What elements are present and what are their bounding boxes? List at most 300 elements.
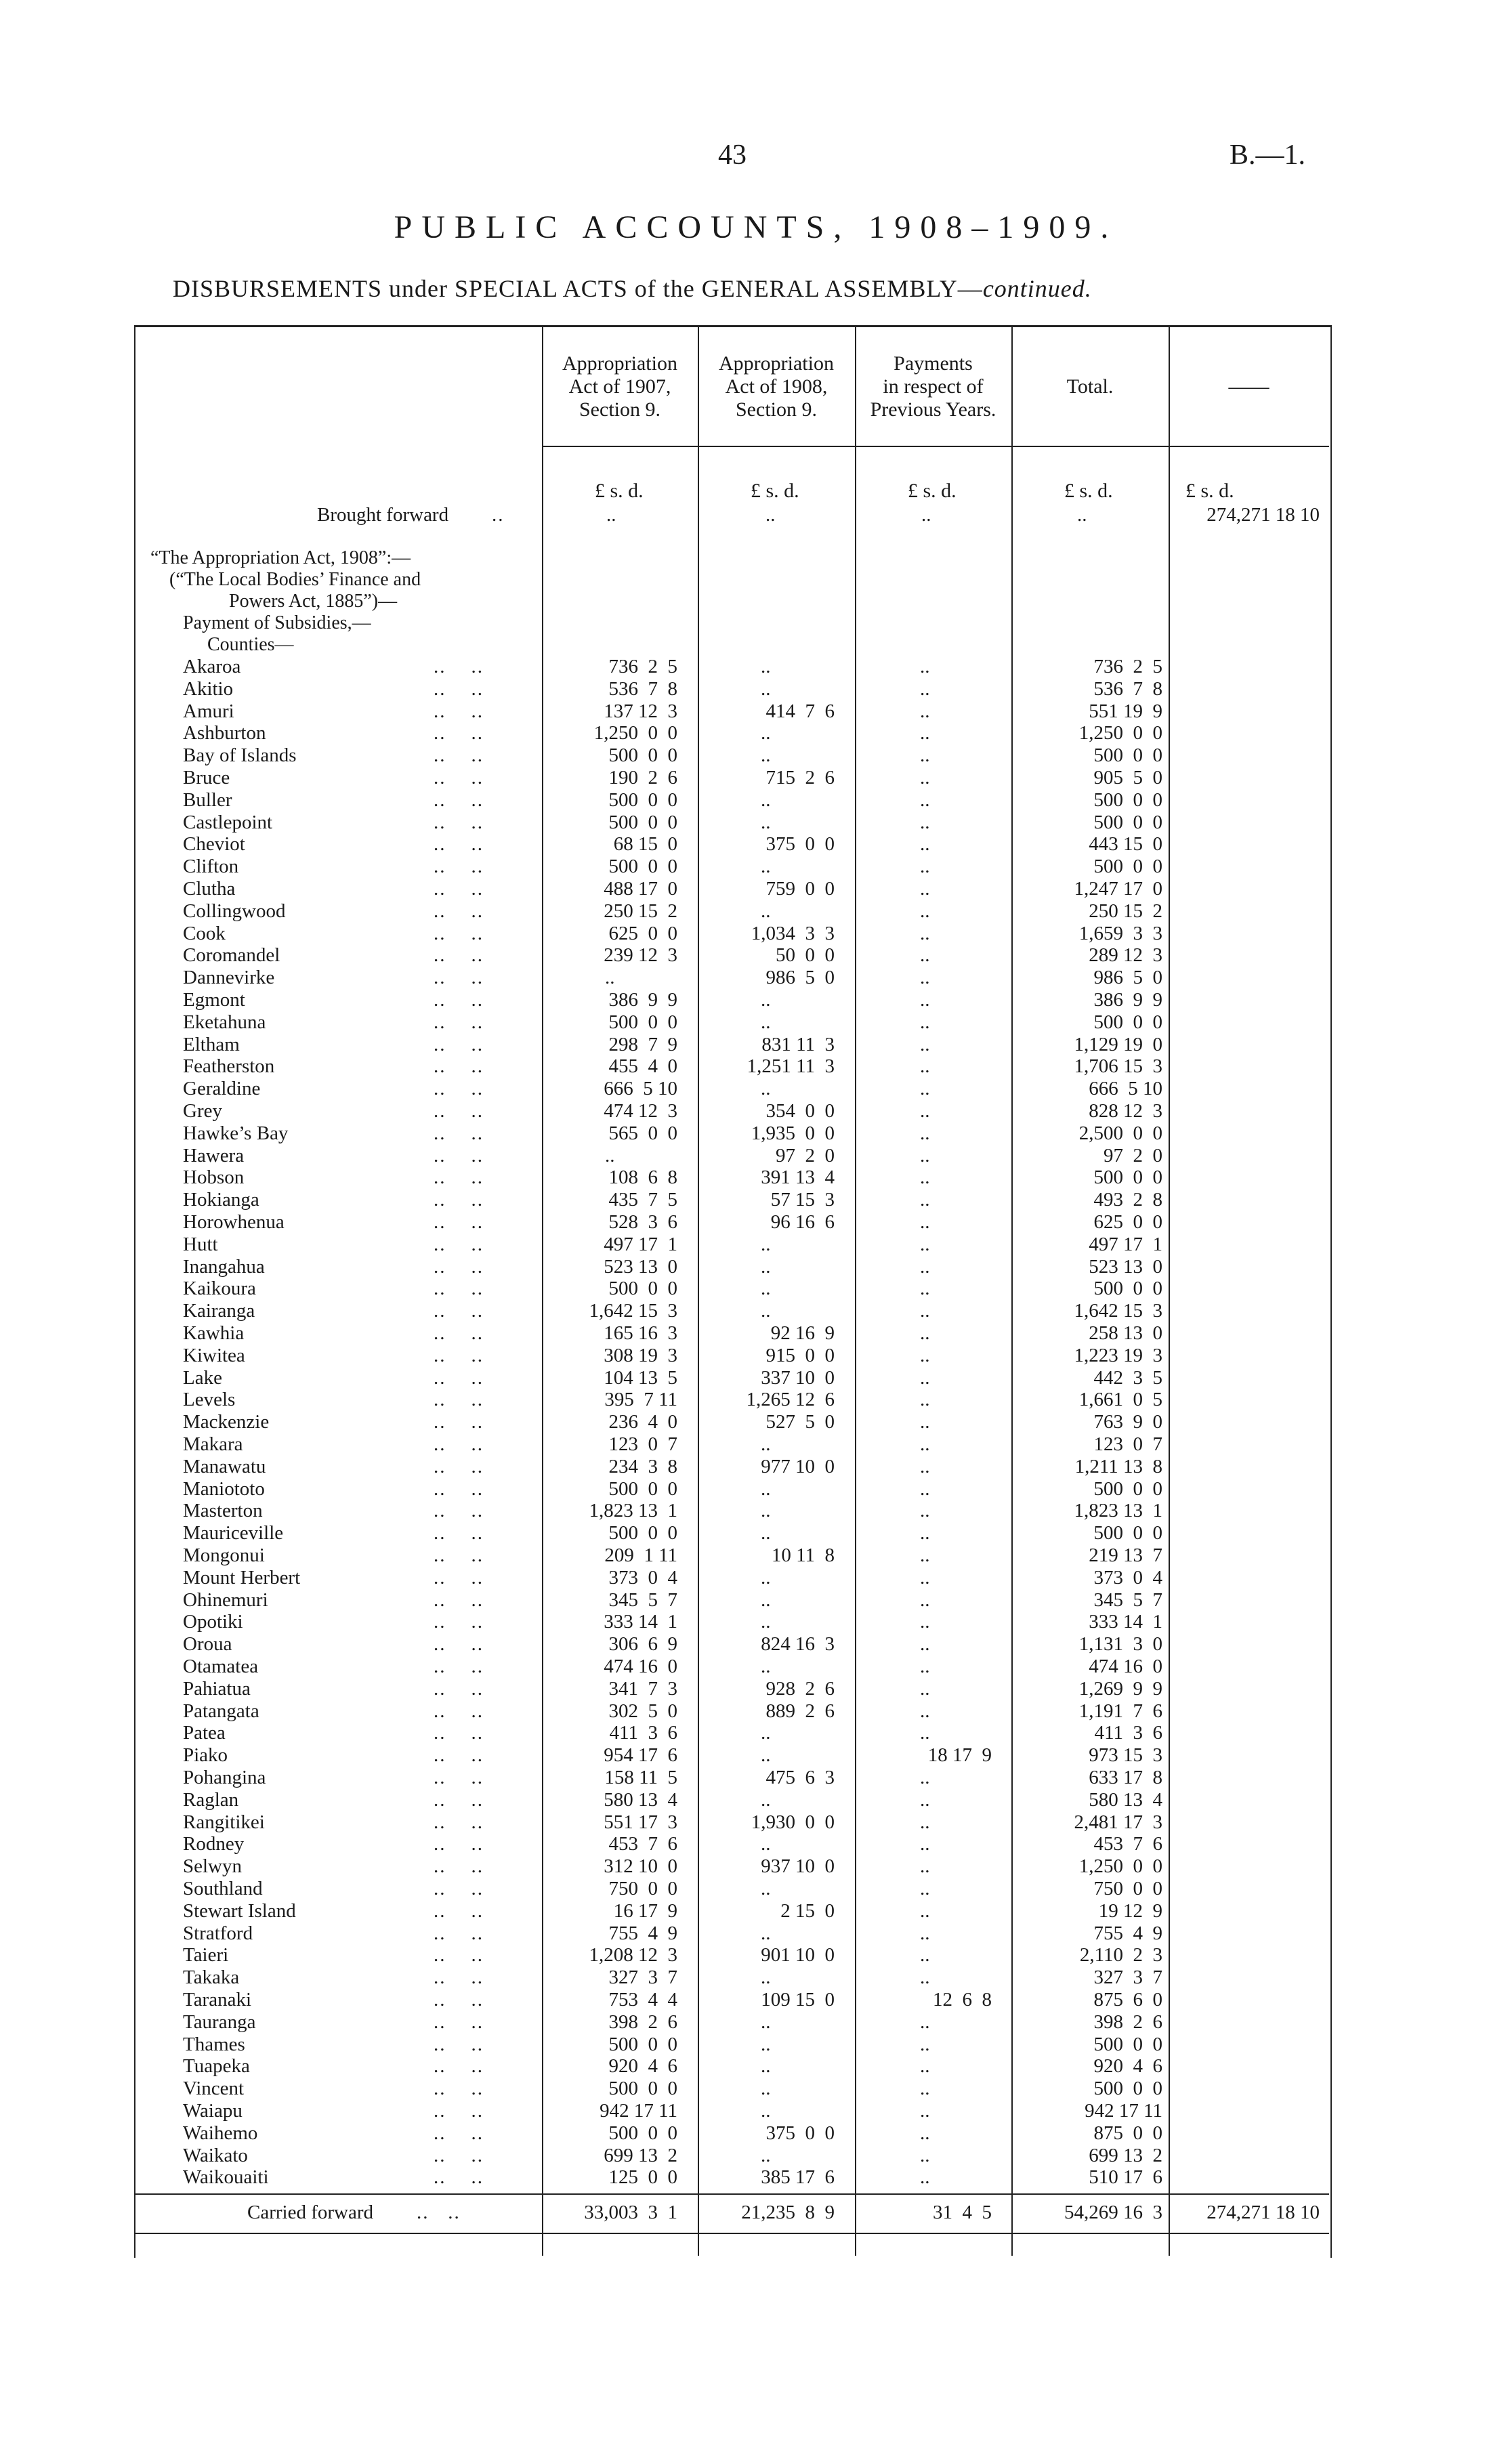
row-amount-c2: .. (761, 2078, 771, 2100)
row-amount-c1: 165 16 3 (604, 1322, 677, 1344)
row-total: 345 5 7 (1093, 1589, 1162, 1611)
table-row (0, 1544, 1512, 1567)
county-name: Stratford (183, 1922, 253, 1944)
row-amount-c3: .. (920, 2122, 930, 2144)
row-amount-c1: 497 17 1 (604, 1233, 677, 1255)
county-name: Oroua (183, 1633, 232, 1656)
table-row (0, 1189, 1512, 1211)
leader-dots: .. .. (434, 2166, 484, 2189)
row-total: 1,269 9 9 (1078, 1677, 1162, 1700)
row-total: 500 0 0 (1093, 2078, 1162, 2100)
table-row (0, 1034, 1512, 1056)
county-name: Buller (183, 788, 232, 811)
county-name: Cook (183, 922, 226, 944)
leader-dots: .. .. (434, 856, 484, 878)
row-amount-c2: .. (761, 2100, 771, 2122)
county-name: Castlepoint (183, 811, 273, 833)
leader-dots: .. .. (434, 1566, 484, 1589)
leader-dots: .. .. (434, 1611, 484, 1633)
column-header-total: Total. (1066, 375, 1114, 398)
leader-dots: .. .. (434, 1833, 484, 1855)
row-amount-c1: 125 0 0 (608, 2166, 677, 2189)
row-amount-c1: 942 17 11 (600, 2100, 677, 2122)
leader-dots: .. .. (434, 1722, 484, 1744)
county-name: Hawera (183, 1144, 245, 1166)
row-total: 500 0 0 (1093, 788, 1162, 811)
row-amount-c3: .. (920, 1455, 930, 1477)
row-amount-c2: .. (761, 1966, 771, 1989)
table-row (0, 1767, 1512, 1789)
row-amount-c3: .. (920, 989, 930, 1011)
county-name: Patea (183, 1722, 226, 1744)
row-total: 1,223 19 3 (1074, 1344, 1162, 1366)
row-total: 580 13 4 (1089, 1788, 1162, 1811)
row-total: 1,250 0 0 (1078, 722, 1162, 744)
leader-dots: .. .. (434, 1878, 484, 1899)
table-row (0, 967, 1512, 989)
county-name: Levels (183, 1389, 236, 1411)
row-amount-c3: .. (920, 1677, 930, 1700)
county-name: Akitio (183, 677, 234, 700)
leader-dots: .. .. (434, 1144, 484, 1166)
header-line: in respect of (883, 375, 984, 398)
row-amount-c2: 2 15 0 (780, 1899, 835, 1922)
table-row (0, 2011, 1512, 2034)
row-amount-c1: 395 7 11 (604, 1389, 677, 1411)
leader-dots: .. .. (434, 1989, 484, 2011)
row-amount-c1: 954 17 6 (604, 1744, 677, 1767)
county-name: Otamatea (183, 1656, 259, 1677)
county-name: Collingwood (183, 900, 286, 922)
table-row (0, 2034, 1512, 2056)
county-name: Rodney (183, 1833, 245, 1855)
table-row (0, 722, 1512, 744)
table-row (0, 1367, 1512, 1389)
county-name: Ohinemuri (183, 1589, 268, 1611)
row-amount-c3: .. (920, 944, 930, 967)
heading-text: (“The Local Bodies’ Finance and (169, 569, 421, 590)
county-name: Rangitikei (183, 1811, 265, 1833)
row-amount-c2: 354 0 0 (765, 1100, 835, 1122)
heading-text: “The Appropriation Act, 1908”:— (150, 547, 411, 568)
row-amount-c2: .. (761, 744, 771, 767)
leader-dots: .. .. (434, 2078, 484, 2100)
county-name: Tauranga (183, 2011, 256, 2033)
row-total: 333 14 1 (1089, 1611, 1162, 1633)
row-total: 500 0 0 (1093, 2033, 1162, 2055)
leader-dots: .. .. (434, 1788, 484, 1811)
row-amount-c2: 1,935 0 0 (751, 1122, 835, 1144)
row-amount-c3: .. (920, 1811, 930, 1833)
leader-dots: .. .. (434, 1166, 484, 1189)
row-amount-c1: 500 0 0 (608, 1011, 677, 1033)
header-line: Appropriation (562, 352, 677, 375)
row-amount-c1: 373 0 4 (608, 1566, 677, 1589)
heading-act (0, 547, 1512, 570)
row-amount-c3: .. (920, 1656, 930, 1677)
leader-dots: .. .. (434, 900, 484, 922)
leader-dots: .. .. (434, 677, 484, 700)
row-total: 1,659 3 3 (1078, 922, 1162, 944)
county-name: Patangata (183, 1700, 259, 1722)
row-amount-c1: 16 17 9 (613, 1899, 677, 1922)
row-total: 973 15 3 (1089, 1744, 1162, 1767)
header-line: Section 9. (579, 398, 660, 421)
row-amount-c2: 97 2 0 (776, 1144, 835, 1166)
row-amount-c1: 1,823 13 1 (589, 1500, 677, 1522)
table-row (0, 1700, 1512, 1723)
row-amount-c2: .. (761, 656, 771, 677)
row-amount-c3: .. (920, 1278, 930, 1300)
empty-placeholder: .. (921, 504, 931, 526)
header-line: Payments (894, 352, 973, 375)
row-amount-c1: 108 6 8 (608, 1166, 677, 1189)
row-amount-c1: 565 0 0 (608, 1122, 677, 1144)
row-amount-c1: 302 5 0 (608, 1700, 677, 1722)
row-amount-c1: 500 0 0 (608, 1522, 677, 1544)
carried-forward-row: Carried forward .. .. 33,003 3 1 21,235 8 9 31 4 5 54,269 16 3 274,271 18 10 (247, 2202, 1320, 2223)
row-amount-c2: .. (761, 1255, 771, 1278)
row-total: 443 15 0 (1089, 833, 1162, 856)
row-amount-c2: .. (761, 722, 771, 744)
row-amount-c3: .. (920, 1411, 930, 1433)
county-name: Stewart Island (183, 1899, 296, 1922)
carried-forward-grand: 274,271 18 10 (1206, 2202, 1320, 2223)
row-amount-c1: 536 7 8 (608, 677, 677, 700)
county-name: Horowhenua (183, 1211, 285, 1233)
row-amount-c2: .. (761, 1433, 771, 1455)
row-total: 474 16 0 (1089, 1656, 1162, 1677)
table-row (0, 1145, 1512, 1167)
table-row (0, 2166, 1512, 2189)
table-row (0, 1278, 1512, 1300)
leader-dots: .. .. (434, 700, 484, 722)
bottom-rule (134, 2233, 1329, 2234)
county-name: Coromandel (183, 944, 280, 967)
row-amount-c3: .. (920, 1078, 930, 1100)
table-row (0, 1833, 1512, 1855)
table-row (0, 767, 1512, 789)
row-amount-c2: 92 16 9 (770, 1322, 835, 1344)
row-amount-c2: .. (761, 1078, 771, 1100)
county-name: Manawatu (183, 1455, 266, 1477)
row-amount-c3: .. (920, 1389, 930, 1411)
row-amount-c1: 1,208 12 3 (589, 1944, 677, 1966)
table-row (0, 1166, 1512, 1189)
row-amount-c2: .. (761, 1500, 771, 1522)
table-row (0, 1744, 1512, 1767)
row-amount-c1: 341 7 3 (608, 1677, 677, 1700)
row-amount-c2: 889 2 6 (765, 1700, 835, 1722)
row-amount-c3: .. (920, 2144, 930, 2166)
row-amount-c3: .. (920, 1855, 930, 1878)
table-row (0, 1789, 1512, 1811)
table-row (0, 1234, 1512, 1256)
county-name: Thames (183, 2033, 245, 2055)
leader-dots: .. .. (434, 1033, 484, 1055)
row-total: 373 0 4 (1093, 1566, 1162, 1589)
leader-dots: .. .. (434, 1322, 484, 1344)
row-amount-c2: .. (761, 2033, 771, 2055)
county-name: Clutha (183, 878, 236, 900)
row-amount-c1: 625 0 0 (608, 922, 677, 944)
heading-line (0, 591, 1512, 613)
table-row (0, 1500, 1512, 1522)
row-amount-c1: 190 2 6 (608, 767, 677, 788)
table-row (0, 1411, 1512, 1433)
row-amount-c1: 528 3 6 (608, 1211, 677, 1233)
heading-text: Counties— (207, 634, 294, 655)
row-amount-c2: .. (761, 1878, 771, 1899)
row-total: 500 0 0 (1093, 1278, 1162, 1300)
carried-forward-total: 54,269 16 3 (1064, 2202, 1162, 2223)
heading-line (0, 634, 1512, 656)
leader-dots: .. .. (434, 1122, 484, 1144)
row-amount-c3: .. (920, 1633, 930, 1656)
document-reference: B.—1. (1230, 140, 1306, 171)
row-amount-c1: 411 3 6 (609, 1722, 677, 1744)
leader-dots: .. .. (434, 2100, 484, 2122)
row-amount-c1: 398 2 6 (608, 2011, 677, 2033)
row-amount-c3: .. (920, 1144, 930, 1166)
row-amount-c3: .. (920, 722, 930, 744)
row-total: 500 0 0 (1093, 1522, 1162, 1544)
table-row (0, 1900, 1512, 1922)
row-amount-c2: .. (761, 2144, 771, 2166)
row-total: 453 7 6 (1093, 1833, 1162, 1855)
row-amount-c3: .. (920, 1500, 930, 1522)
header-line: Act of 1908, (725, 375, 828, 398)
leader-dots: .. .. (434, 2055, 484, 2078)
table-row (0, 1656, 1512, 1678)
county-name: Pahiatua (183, 1677, 251, 1700)
subtitle-main: DISBURSEMENTS under SPECIAL ACTS of the GENERAL ASSEMBLY— (173, 275, 983, 302)
row-amount-c2: .. (761, 1522, 771, 1544)
row-amount-c2: 1,265 12 6 (746, 1389, 835, 1411)
carried-forward-1908: 21,235 8 9 (741, 2202, 835, 2223)
brought-forward-label: Brought forward (317, 504, 449, 526)
leader-dots: .. .. (434, 1944, 484, 1966)
county-name: Southland (183, 1878, 263, 1899)
leader-dots: .. .. (434, 1700, 484, 1722)
leader-dots: .. .. (434, 1278, 484, 1300)
row-total: 875 6 0 (1093, 1989, 1162, 2011)
row-amount-c1: 500 0 0 (608, 744, 677, 767)
row-total: 493 2 8 (1093, 1189, 1162, 1211)
leader-dots: .. .. (434, 944, 484, 967)
row-amount-c2: .. (761, 1300, 771, 1322)
table-row (0, 1589, 1512, 1612)
table-row (0, 744, 1512, 767)
row-amount-c1: 666 5 10 (604, 1078, 677, 1100)
row-total: 699 13 2 (1089, 2144, 1162, 2166)
row-amount-c2: .. (761, 1589, 771, 1611)
row-amount-c2: 10 11 8 (771, 1544, 835, 1566)
row-amount-c2: .. (761, 1477, 771, 1500)
row-amount-c1: 1,642 15 3 (589, 1300, 677, 1322)
row-amount-c3: .. (920, 1189, 930, 1211)
table-row (0, 812, 1512, 834)
row-total: 258 13 0 (1089, 1322, 1162, 1344)
row-amount-c3: .. (920, 1344, 930, 1366)
county-name: Waihemo (183, 2122, 258, 2144)
empty-placeholder: .. (1077, 504, 1087, 526)
row-amount-c3: .. (920, 1011, 930, 1033)
row-total: 497 17 1 (1089, 1233, 1162, 1255)
table-row (0, 1567, 1512, 1589)
row-amount-c1: 345 5 7 (608, 1589, 677, 1611)
table-row (0, 1478, 1512, 1500)
row-total: 2,500 0 0 (1078, 1122, 1162, 1144)
row-amount-c1: .. (605, 1144, 615, 1166)
leader-dots: .. .. (434, 1389, 484, 1411)
row-amount-c1: 1,250 0 0 (593, 722, 677, 744)
row-amount-c3: .. (920, 1767, 930, 1788)
leader-dots: .. .. (434, 1433, 484, 1455)
row-amount-c3: .. (920, 788, 930, 811)
row-total: 1,250 0 0 (1078, 1855, 1162, 1878)
row-total: 500 0 0 (1093, 811, 1162, 833)
row-amount-c1: 455 4 0 (608, 1055, 677, 1078)
row-amount-c3: .. (920, 1611, 930, 1633)
row-amount-c2: 1,034 3 3 (751, 922, 835, 944)
row-total: 1,211 13 8 (1074, 1455, 1162, 1477)
row-amount-c2: .. (761, 1833, 771, 1855)
row-total: 736 2 5 (1093, 656, 1162, 677)
row-amount-c1: 239 12 3 (604, 944, 677, 967)
leader-dots: .. .. (434, 1522, 484, 1544)
leader-dots: .. .. (434, 1477, 484, 1500)
table-row (0, 1966, 1512, 1989)
row-amount-c3: .. (920, 878, 930, 900)
row-amount-c2: .. (761, 1656, 771, 1677)
row-total: 755 4 9 (1093, 1922, 1162, 1944)
row-total: 123 0 7 (1093, 1433, 1162, 1455)
row-amount-c1: 488 17 0 (604, 878, 677, 900)
row-amount-c1: 500 0 0 (608, 2078, 677, 2100)
row-amount-c1: 500 0 0 (608, 1278, 677, 1300)
county-name: Hobson (183, 1166, 245, 1189)
county-name: Selwyn (183, 1855, 242, 1878)
row-amount-c3: .. (920, 1477, 930, 1500)
total-rule (134, 2193, 1329, 2195)
heading-text: Powers Act, 1885”)— (229, 591, 398, 612)
row-amount-c1: 500 0 0 (608, 2033, 677, 2055)
row-amount-c3: .. (920, 1722, 930, 1744)
row-amount-c1: 333 14 1 (604, 1611, 677, 1633)
row-amount-c1: 68 15 0 (613, 833, 677, 856)
row-amount-c1: 158 11 5 (604, 1767, 677, 1788)
leader-dots: .. .. (434, 1922, 484, 1944)
header-line: Previous Years. (870, 398, 996, 421)
row-amount-c3: .. (920, 1966, 930, 1989)
table-row (0, 1922, 1512, 1945)
table-row (0, 700, 1512, 723)
row-amount-c2: 375 0 0 (765, 2122, 835, 2144)
carried-forward-label: Carried forward (247, 2202, 373, 2223)
row-amount-c1: 435 7 5 (608, 1189, 677, 1211)
row-amount-c3: .. (920, 2100, 930, 2122)
carried-forward-1907: 33,003 3 1 (584, 2202, 677, 2223)
row-amount-c3: .. (920, 2033, 930, 2055)
row-amount-c3: .. (920, 1544, 930, 1566)
leader-dots: .. .. (434, 1011, 484, 1033)
column-header-act-1908 (698, 352, 855, 421)
row-total: 666 5 10 (1089, 1078, 1162, 1100)
header-line: Appropriation (719, 352, 834, 375)
row-total: 510 17 6 (1089, 2166, 1162, 2189)
row-amount-c3: .. (920, 1100, 930, 1122)
row-amount-c1: 298 7 9 (608, 1033, 677, 1055)
row-amount-c3: .. (920, 2011, 930, 2033)
row-amount-c1: 308 19 3 (604, 1344, 677, 1366)
row-amount-c2: 831 11 3 (761, 1033, 835, 1055)
table-row (0, 856, 1512, 878)
header-line: Act of 1907, (568, 375, 671, 398)
leader-dots: .. .. (434, 922, 484, 944)
county-name: Maniototo (183, 1477, 265, 1500)
leader-dots: .. .. (434, 1100, 484, 1122)
table-row (0, 1855, 1512, 1878)
row-amount-c1: 551 17 3 (604, 1811, 677, 1833)
row-total: 828 12 3 (1089, 1100, 1162, 1122)
row-amount-c3: .. (920, 1878, 930, 1899)
row-amount-c1: 920 4 6 (608, 2055, 677, 2078)
row-amount-c1: 500 0 0 (608, 2122, 677, 2144)
row-amount-c2: .. (761, 2011, 771, 2033)
heading-text: Payment of Subsidies,— (183, 612, 371, 633)
page-subtitle (173, 274, 1092, 303)
row-amount-c1: 209 1 11 (604, 1544, 677, 1566)
county-name: Bruce (183, 767, 230, 788)
leader-dots: .. .. (434, 1078, 484, 1100)
row-amount-c1: 500 0 0 (608, 1477, 677, 1500)
table-row (0, 2055, 1512, 2078)
county-name: Eketahuna (183, 1011, 266, 1033)
county-name: Hawke’s Bay (183, 1122, 289, 1144)
leader-dots: .. .. (434, 833, 484, 856)
row-total: 500 0 0 (1093, 1011, 1162, 1033)
row-amount-c2: 824 16 3 (761, 1633, 835, 1656)
row-amount-c3: .. (920, 1899, 930, 1922)
county-name: Akaroa (183, 656, 241, 677)
row-amount-c3: .. (920, 1922, 930, 1944)
leader-dots: .. .. (434, 2122, 484, 2144)
leader-dots: .. .. (434, 1255, 484, 1278)
row-amount-c2: 375 0 0 (765, 833, 835, 856)
county-name: Taieri (183, 1944, 229, 1966)
table-row (0, 1389, 1512, 1411)
row-amount-c1: 753 4 4 (608, 1989, 677, 2011)
row-amount-c1: 306 6 9 (608, 1633, 677, 1656)
row-amount-c2: 50 0 0 (776, 944, 835, 967)
table-row (0, 678, 1512, 700)
row-amount-c1: 104 13 5 (604, 1366, 677, 1389)
leader-dots: .. .. (434, 1767, 484, 1788)
county-name: Ashburton (183, 722, 266, 744)
county-name: Eltham (183, 1033, 240, 1055)
row-amount-c3: .. (920, 1055, 930, 1078)
row-amount-c2: 109 15 0 (761, 1989, 835, 2011)
row-total: 250 15 2 (1089, 900, 1162, 922)
row-amount-c1: 123 0 7 (608, 1433, 677, 1455)
leader-dots: .. .. (434, 1544, 484, 1566)
leader-dots: .. .. (434, 1811, 484, 1833)
county-name: Tuapeka (183, 2055, 250, 2078)
units-label: £ s. d. (595, 480, 644, 502)
row-amount-c1: 750 0 0 (608, 1878, 677, 1899)
heading-line (0, 612, 1512, 635)
